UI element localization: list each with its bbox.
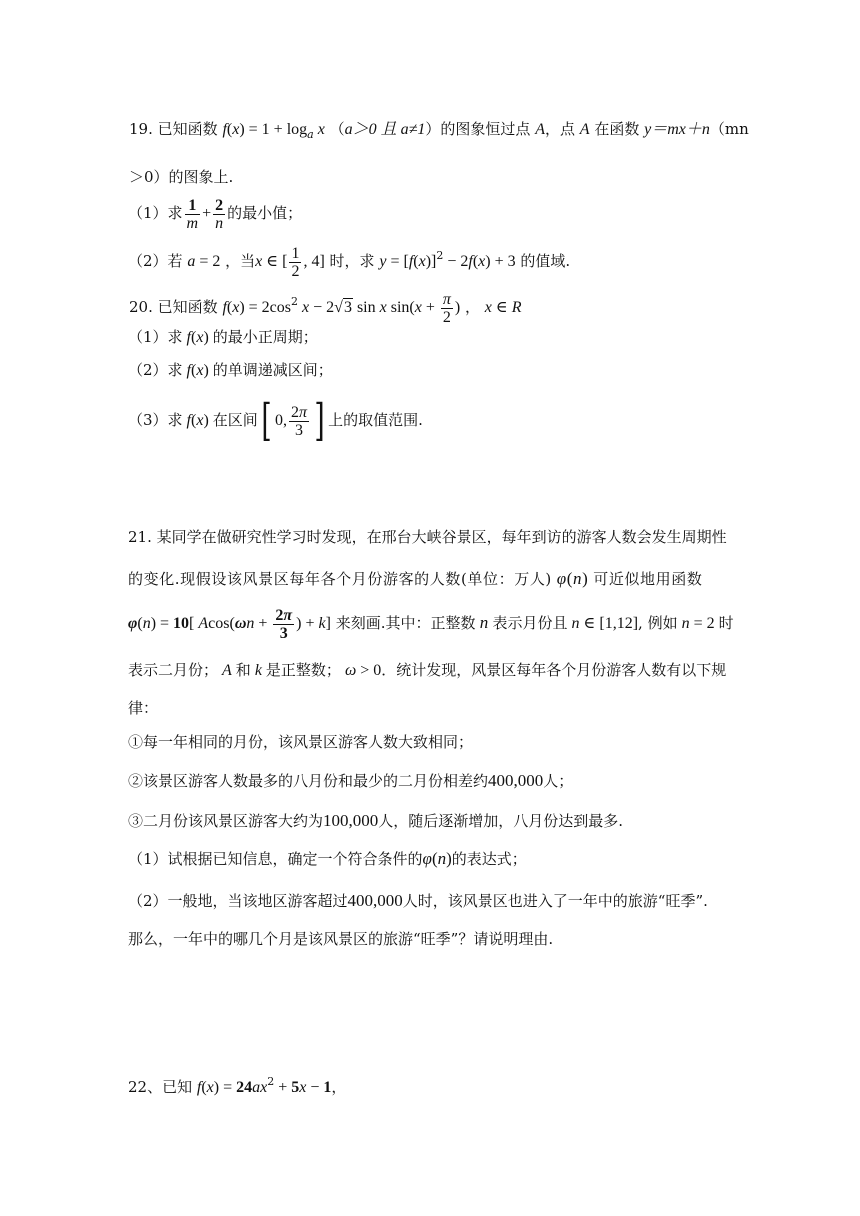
- q21-part2: （2）一般地，当该地区游客超过400,000人时，该风景区也进入了一年中的旅游“旺季”.: [128, 891, 708, 910]
- q20-line1: 20. 已知函数 $f(x) = 2\cos^2$ x − 2√3 sin x sin(x + $\frac{\pi}{2}$ ) ， x ∈ R: [129, 290, 522, 326]
- q20-part1: （1）求 f(x) 的最小正周期；: [128, 328, 318, 346]
- q19-line2: ＞0）的图象上.: [129, 168, 234, 186]
- q21-rule2: ②该景区游客人数最多的八月份和最少的二月份相差约400,000人；: [128, 771, 574, 790]
- q21-rule3: ③二月份该风景区游客大约为100,000人，随后逐渐增加，八月份达到最多.: [128, 811, 624, 830]
- q21-rule1: ①每一年相同的月份，该风景区游客人数大致相同；: [128, 733, 474, 751]
- fraction-2pi-over-3: $\frac{2\pi}{3}$: [290, 403, 307, 439]
- q19-function: f: [222, 121, 227, 138]
- q21-line1: 21. 某同学在做研究性学习时发现，在邢台大峡谷景区，每年到访的游客人数会发生周期性: [128, 528, 727, 546]
- fraction-1-over-m: $\frac{1}{m}$: [186, 196, 199, 232]
- q19-part1: （1）求 $\frac{1}{m}$ + $\frac{2}{n}$ 的最小值；: [128, 196, 303, 232]
- q22-line1: 22、已知 $f(x) = 24ax^2 + 5x - 1$，: [128, 1075, 347, 1096]
- q20-part3: （3）求 f(x) 在区间[ 0, $\frac{2\pi}{3}$ ] 上的取值范围.: [128, 395, 423, 446]
- fraction-2-over-n: $\frac{2}{n}$: [215, 196, 224, 232]
- q19-line1: 19. 已知函数 $f(x) = 1 + \log_a x$ （a＞0 且 a≠1）的图象恒过点 A，点 A 在函数 y＝mx＋n（mn: [129, 120, 749, 141]
- q21-line4: 表示二月份； A 和 k 是正整数； ω > 0．统计发现，风景区每年各个月份游客人数有以下规: [128, 661, 727, 679]
- q19-part2: （2）若 a = 2 ，当x ∈ [ $\frac{1}{2}$ , 4] 时，求 $y = [f(x)]^2 - 2f(x) + 3$ 的值域.: [128, 244, 571, 280]
- fraction-1-over-2: $\frac{1}{2}$: [291, 244, 300, 280]
- q21-part2-cont: 那么，一年中的哪几个月是该风景区的旅游“旺季”？请说明理由.: [128, 930, 554, 948]
- q21-line2: 的变化.现假设该风景区每年各个月份游客的人数(单位：万人) φ(n) 可近似地用函数: [128, 569, 703, 588]
- q21-part1: （1）试根据已知信息，确定一个符合条件的φ(n)的表达式；: [128, 849, 527, 868]
- q21-line5: 律：: [128, 699, 159, 717]
- q20-part2: （2）求 f(x) 的单调递减区间；: [128, 361, 333, 379]
- q21-line3: φ(n) = 10[ Acos(ωn + $\frac{2\pi}{3}$ ) + k] 来刻画.其中：正整数 n 表示月份且 n ∈ [1,12], 例如 n = 2 时: [128, 606, 734, 642]
- fraction-2pi-over-3-bold: $\frac{2\pi}{3}$: [275, 606, 293, 642]
- fraction-pi-over-2: $\frac{\pi}{2}$: [442, 290, 451, 326]
